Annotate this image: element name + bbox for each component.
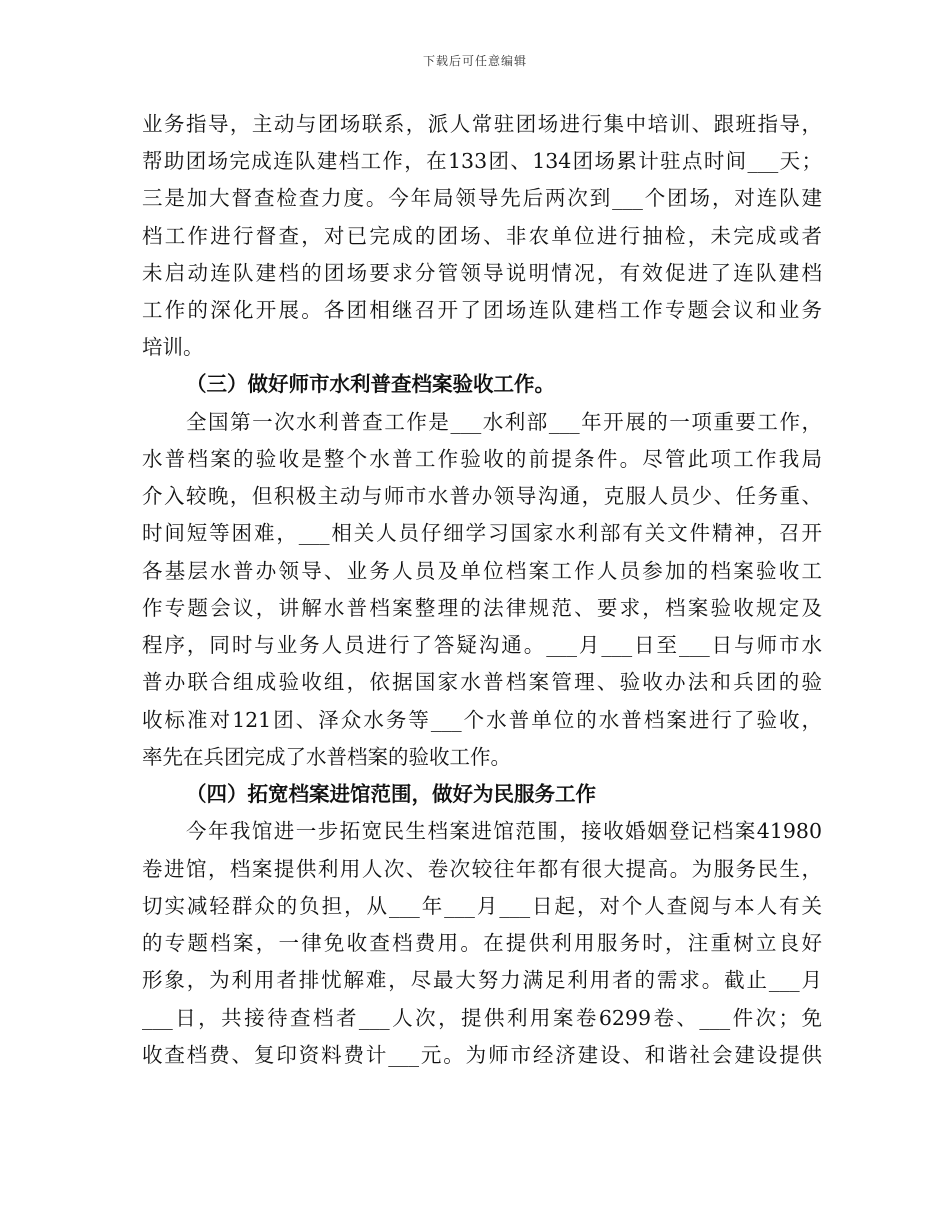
paragraph-line: 程序，同时与业务人员进行了答疑沟通。___月___日至___日与师市水 (142, 633, 822, 657)
paragraph-line: 切实减轻群众的负担，从___年___月___日起，对个人查阅与本人有关 (142, 894, 822, 918)
paragraph-line: 各基层水普办领导、业务人员及单位档案工作人员参加的档案验收工 (142, 559, 822, 583)
paragraph-line: 帮助团场完成连队建档工作，在133团、134团场累计驻点时间___天； (142, 149, 822, 173)
paragraph-line: 收查档费、复印资料费计___元。为师市经济建设、和谐社会建设提供 (142, 1043, 822, 1067)
paragraph-line: 全国第一次水利普查工作是___水利部___年开展的一项重要工作， (186, 410, 822, 434)
paragraph-line: 培训。 (142, 335, 204, 359)
section-heading-3: （三）做好师市水利普查档案验收工作。 (186, 372, 555, 396)
paragraph-line: 形象，为利用者排忧解难，尽最大努力满足利用者的需求。截止___月 (142, 968, 822, 992)
paragraph-line: 普办联合组成验收组，依据国家水普档案管理、验收办法和兵团的验 (142, 670, 822, 694)
paragraph-line: 三是加大督查检查力度。今年局领导先后两次到___个团场，对连队建 (142, 186, 822, 210)
paragraph-line: 档工作进行督查，对已完成的团场、非农单位进行抽检，未完成或者 (142, 224, 822, 248)
paragraph-line: 水普档案的验收是整个水普工作验收的前提条件。尽管此项工作我局 (142, 447, 822, 471)
paragraph-line: 未启动连队建档的团场要求分管领导说明情况，有效促进了连队建档 (142, 261, 822, 285)
paragraph-line: 介入较晚，但积极主动与师市水普办领导沟通，克服人员少、任务重、 (142, 484, 822, 508)
paragraph-line: 率先在兵团完成了水普档案的验收工作。 (142, 745, 511, 769)
paragraph-line: 工作的深化开展。各团相继召开了团场连队建档工作专题会议和业务 (142, 298, 822, 322)
paragraph-line: 业务指导，主动与团场联系，派人常驻团场进行集中培训、跟班指导， (142, 112, 822, 136)
paragraph-line: 今年我馆进一步拓宽民生档案进馆范围，接收婚姻登记档案41980 (186, 819, 822, 843)
paragraph-line: ___日，共接待查档者___人次，提供利用案卷6299卷、___件次；免 (142, 1006, 822, 1030)
section-heading-4: （四）拓宽档案进馆范围，做好为民服务工作 (186, 782, 596, 806)
paragraph-line: 作专题会议，讲解水普档案整理的法律规范、要求，档案验收规定及 (142, 596, 822, 620)
paragraph-line: 卷进馆，档案提供利用人次、卷次较往年都有很大提高。为服务民生， (142, 857, 822, 881)
paragraph-line: 的专题档案，一律免收查档费用。在提供利用服务时，注重树立良好 (142, 931, 822, 955)
page-header: 下载后可任意编辑 (422, 54, 527, 68)
paragraph-line: 收标准对121团、泽众水务等___个水普单位的水普档案进行了验收， (142, 708, 822, 732)
paragraph-line: 时间短等困难，___相关人员仔细学习国家水利部有关文件精神，召开 (142, 521, 822, 545)
